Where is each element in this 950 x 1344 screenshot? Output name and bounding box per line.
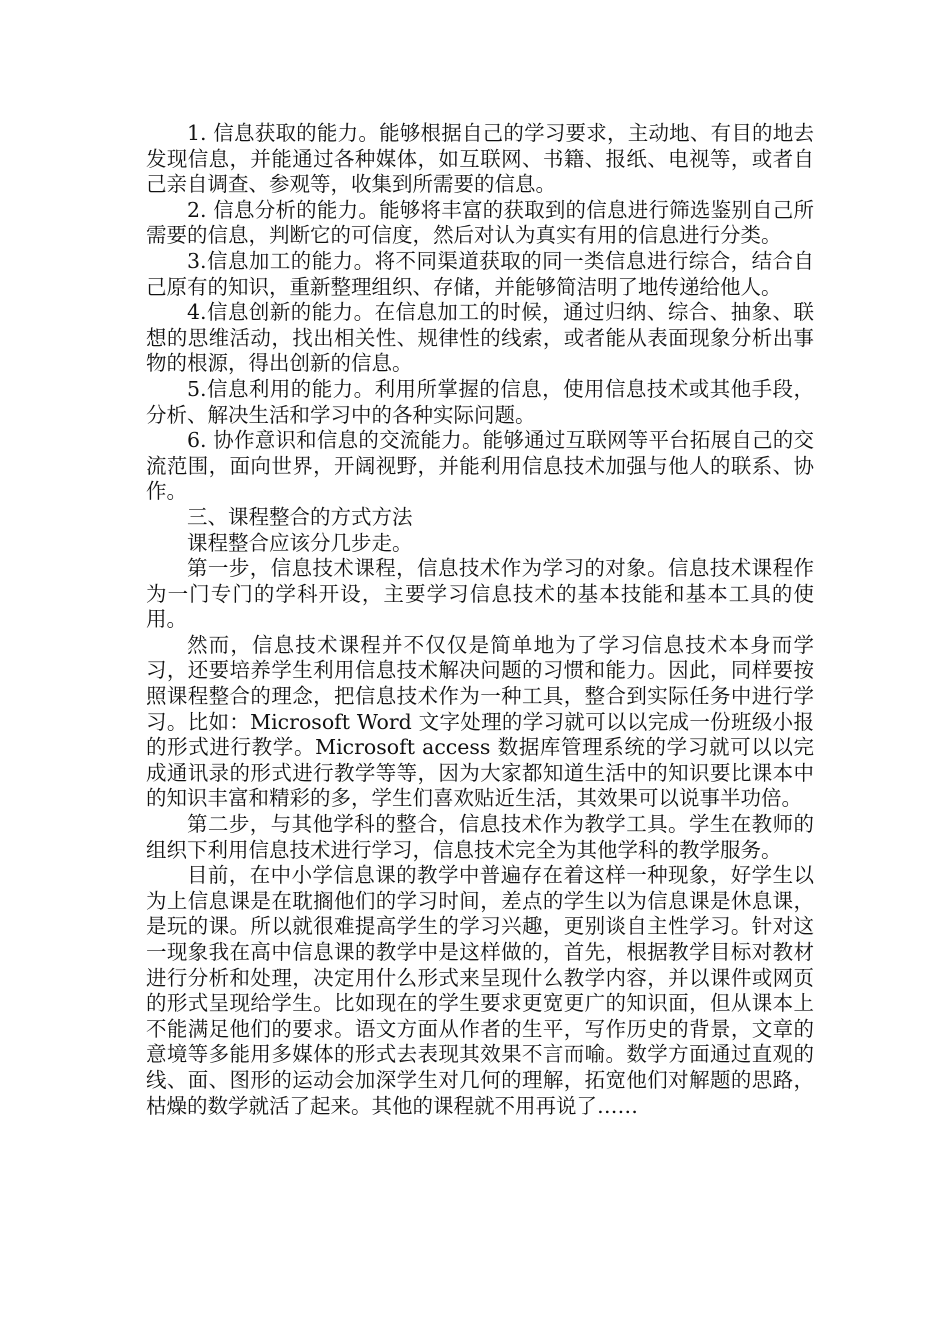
paragraph-ability-innovation: 4.信息创新的能力。在信息加工的时候，通过归纳、综合、抽象、联想的思维活动，找出相关性、规律性的线索，或者能从表面现象分析出事物的根源，得出创新的信息。 [146, 300, 814, 376]
paragraph-step-two-detail: 目前，在中小学信息课的教学中普遍存在着这样一种现象，好学生以为上信息课是在耽搁他们的学习时间，差点的学生以为信息课是休息课，是玩的课。所以就很难提高学生的学习兴趣，更别谈自主性学习。针对这一现象我在高中信息课的教学中是这样做的，首先，根据教学目标对教材进行分析和处理，决定用什么形式来呈现什么教学内容，并以课件或网页的形式呈现给学生。比如现在的学生要求更宽更广的知识面，但从课本上不能满足他们的要求。语文方面从作者的生平，写作历史的背景，文章的意境等多能用多媒体的形式去表现其效果不言而喻。数学方面通过直观的线、面、图形的运动会加深学生对几何的理解，拓宽他们对解题的思路，枯燥的数学就活了起来。其他的课程就不用再说了…… [146, 863, 814, 1118]
paragraph-ability-acquisition: 1. 信息获取的能力。能够根据自己的学习要求，主动地、有目的地去发现信息，并能通过各种媒体，如互联网、书籍、报纸、电视等，或者自己亲自调查、参观等，收集到所需要的信息。 [146, 121, 814, 197]
paragraph-ability-collaboration: 6. 协作意识和信息的交流能力。能够通过互联网等平台拓展自己的交流范围，面向世界，开阔视野，并能利用信息技术加强与他人的联系、协作。 [146, 428, 814, 504]
paragraph-ability-processing: 3.信息加工的能力。将不同渠道获取的同一类信息进行综合，结合自己原有的知识，重新整理组织、存储，并能够简洁明了地传递给他人。 [146, 248, 814, 299]
paragraph-ability-utilization: 5.信息利用的能力。利用所掌握的信息，使用信息技术或其他手段，分析、解决生活和学习中的各种实际问题。 [146, 376, 814, 427]
paragraph-steps-intro: 课程整合应该分几步走。 [187, 530, 413, 555]
paragraph-step-two: 第二步，与其他学科的整合，信息技术作为教学工具。学生在教师的组织下利用信息技术进行学习，信息技术完全为其他学科的教学服务。 [146, 812, 814, 862]
section-heading: 三、课程整合的方式方法 [187, 504, 413, 529]
paragraph-step-one-detail: 然而，信息技术课程并不仅仅是简单地为了学习信息技术本身而学习，还要培养学生利用信息技术解决问题的习惯和能力。因此，同样要按照课程整合的理念，把信息技术作为一种工具，整合到实际任务中进行学习。比如：Microsoft Word 文字处理的学习就可以以完成一份班级小报的形式进行教学。Microsoft access 数据库管理系统的学习就可以以完成通讯录的形式进行教学等等，因为大家都知道生活中的知识要比课本中的知识丰富和精彩的多，学生们喜欢贴近生活，其效果可以说事半功倍。 [146, 632, 814, 811]
paragraph-ability-analysis: 2. 信息分析的能力。能够将丰富的获取到的信息进行筛选鉴别自己所需要的信息，判断它的可信度，然后对认为真实有用的信息进行分类。 [146, 197, 814, 248]
paragraph-step-one: 第一步，信息技术课程，信息技术作为学习的对象。信息技术课程作为一门专门的学科开设，主要学习信息技术的基本技能和基本工具的使用。 [146, 556, 814, 632]
document-body [146, 121, 814, 1119]
